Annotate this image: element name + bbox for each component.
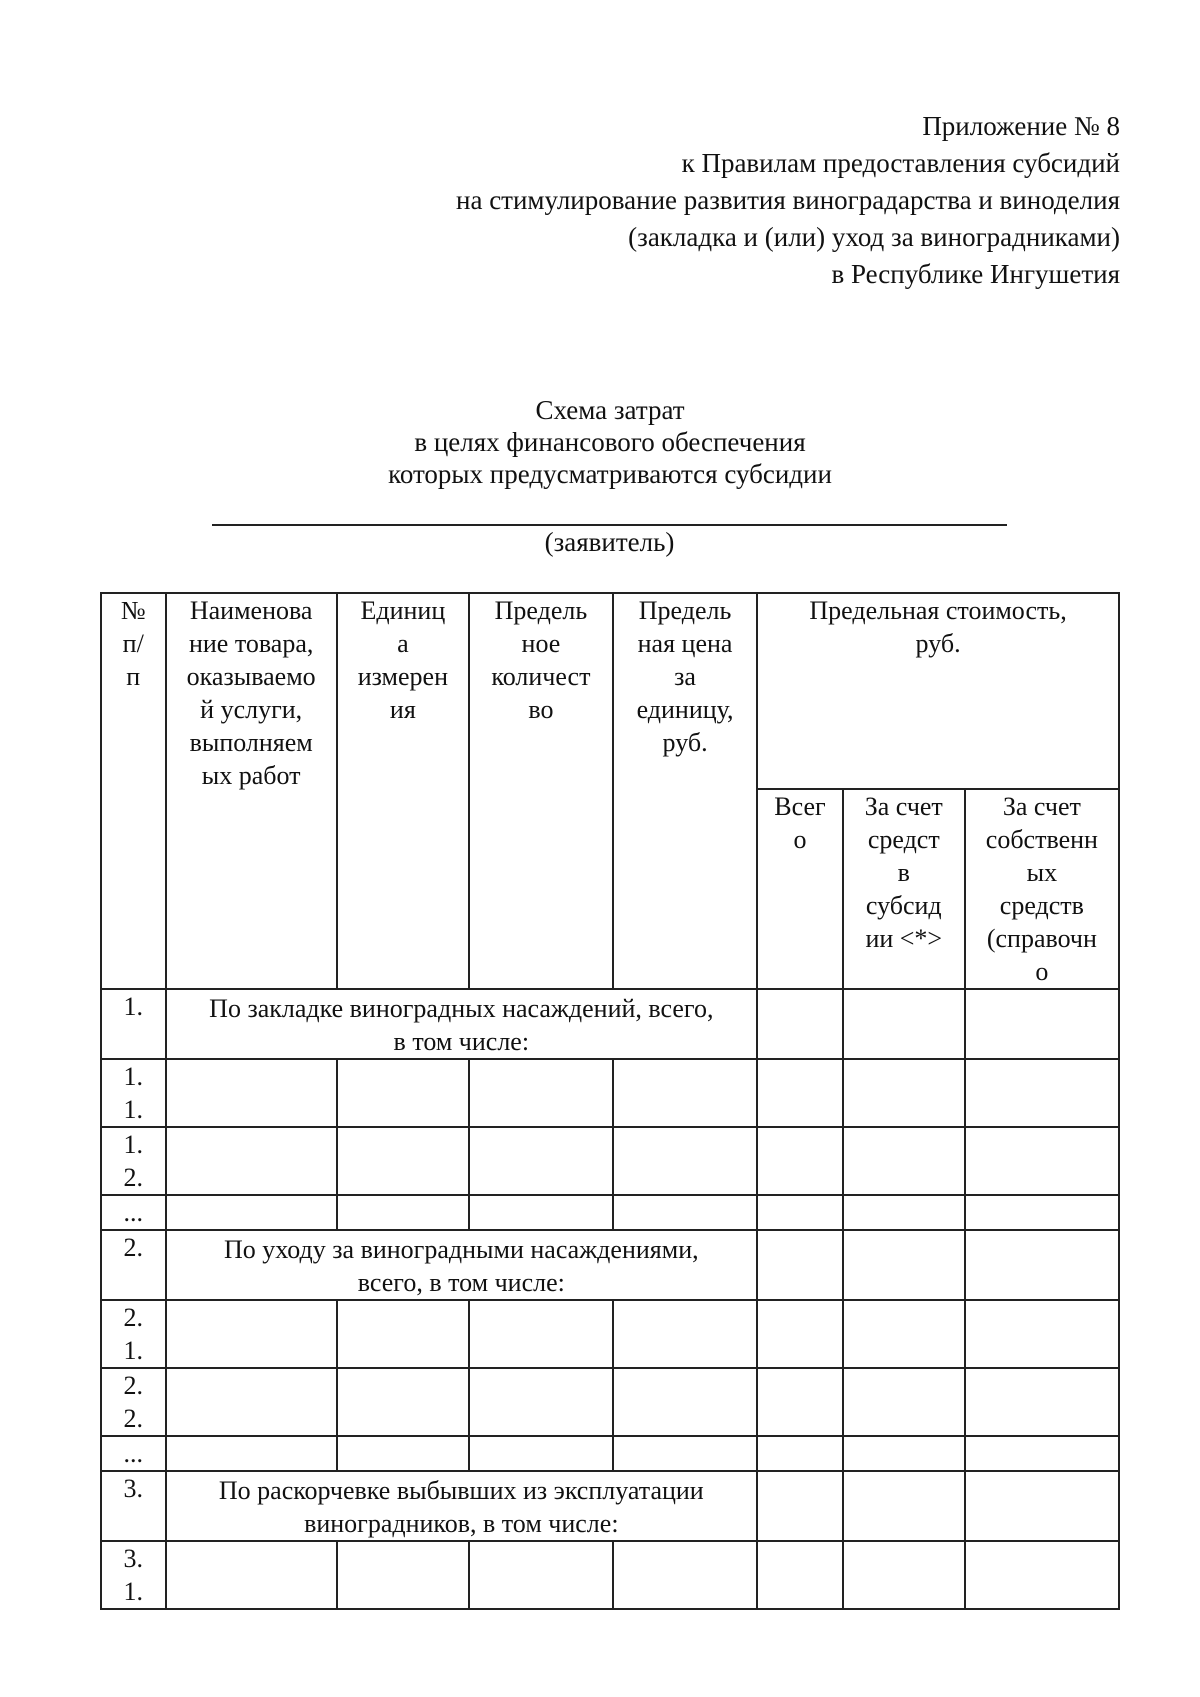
row-number-line: 2. [123, 1303, 143, 1332]
header-subsidy-line: ии <*> [865, 924, 943, 953]
row-number [101, 1471, 166, 1541]
item-row [101, 1059, 1119, 1127]
unit-cell[interactable] [337, 1127, 469, 1195]
subsidy-cell[interactable] [843, 1300, 965, 1368]
header-unit-price-line: ная цена [637, 629, 733, 658]
header-num-line: п [126, 662, 141, 691]
total-cell[interactable] [757, 1230, 843, 1300]
quantity-cell[interactable] [469, 1195, 613, 1230]
header-own-funds [965, 789, 1119, 989]
header-name-line: Наименова [189, 596, 313, 625]
row-number-line: 1. [123, 1336, 143, 1365]
unit-cell[interactable] [337, 1195, 469, 1230]
appendix-line: к Правилам предоставления субсидий [681, 148, 1120, 178]
header-unit-line: измерен [357, 662, 448, 691]
header-unit-line: Единиц [360, 596, 446, 625]
row-number-line: ... [123, 1198, 143, 1227]
total-cell[interactable] [757, 1471, 843, 1541]
section-title [166, 1230, 758, 1300]
header-unit [337, 593, 469, 989]
name-cell[interactable] [166, 1368, 337, 1436]
row-number [101, 1300, 166, 1368]
name-cell[interactable] [166, 1195, 337, 1230]
header-own-line: За счет [1002, 792, 1081, 821]
subsidy-cell[interactable] [843, 1436, 965, 1471]
row-number-line: 1. [123, 1130, 143, 1159]
appendix-line: Приложение № 8 [922, 111, 1120, 141]
subsidy-cell[interactable] [843, 1127, 965, 1195]
unit-cell[interactable] [337, 1541, 469, 1609]
header-num-line: п/ [122, 629, 144, 658]
price-cell[interactable] [613, 1368, 757, 1436]
ellipsis-row [101, 1436, 1119, 1471]
unit-cell[interactable] [337, 1368, 469, 1436]
header-subsidy-line: субсид [865, 891, 942, 920]
header-name-line: выполняем [189, 728, 313, 757]
price-cell[interactable] [613, 1300, 757, 1368]
header-num [101, 593, 166, 989]
header-name [166, 593, 337, 989]
price-cell[interactable] [613, 1059, 757, 1127]
subsidy-cell[interactable] [843, 989, 965, 1059]
header-total-line: Всег [774, 792, 826, 821]
unit-cell[interactable] [337, 1300, 469, 1368]
header-own-line: собственн [985, 825, 1098, 854]
section-title-line: По уходу за виноградными насаждениями, [224, 1235, 699, 1264]
document-title [0, 394, 1200, 490]
cost-table [100, 592, 1120, 1610]
price-cell[interactable] [613, 1127, 757, 1195]
row-number-line: 2. [123, 1163, 143, 1192]
subsidy-cell[interactable] [843, 1368, 965, 1436]
section-title-line: По закладке виноградных насаждений, всего, [209, 994, 714, 1023]
header-quantity-line: Предель [494, 596, 588, 625]
appendix-header [456, 108, 1120, 293]
header-unit-price-line: Предель [638, 596, 732, 625]
header-quantity-line: во [528, 695, 554, 724]
header-total-line: о [793, 825, 807, 854]
name-cell[interactable] [166, 1300, 337, 1368]
row-number [101, 1059, 166, 1127]
subsidy-cell[interactable] [843, 1230, 965, 1300]
row-number-line: 1. [123, 1095, 143, 1124]
row-number-line: 1. [123, 1577, 143, 1606]
row-number-line: 1. [123, 992, 143, 1021]
appendix-line: в Республике Ингушетия [831, 259, 1120, 289]
header-subsidy-line: в [897, 858, 910, 887]
price-cell[interactable] [613, 1195, 757, 1230]
own-funds-cell[interactable] [965, 1471, 1119, 1541]
header-subsidy-funds [843, 789, 965, 989]
row-number [101, 1436, 166, 1471]
own-funds-cell[interactable] [965, 989, 1119, 1059]
total-cell[interactable] [757, 1127, 843, 1195]
title-line: Схема затрат [535, 395, 685, 425]
total-cell[interactable] [757, 1195, 843, 1230]
price-cell[interactable] [613, 1436, 757, 1471]
item-row [101, 1541, 1119, 1609]
header-unit-price-line: единицу, [636, 695, 734, 724]
name-cell[interactable] [166, 1059, 337, 1127]
price-cell[interactable] [613, 1541, 757, 1609]
row-number [101, 1230, 166, 1300]
quantity-cell[interactable] [469, 1541, 613, 1609]
header-quantity-line: количест [491, 662, 591, 691]
item-row [101, 1300, 1119, 1368]
header-total [757, 789, 843, 989]
quantity-cell[interactable] [469, 1300, 613, 1368]
row-number-line: 1. [123, 1062, 143, 1091]
section-row [101, 1230, 1119, 1300]
header-subsidy-line: За счет [864, 792, 943, 821]
header-unit-price [613, 593, 757, 989]
title-line: в целях финансового обеспечения [414, 427, 806, 457]
header-unit-line: а [397, 629, 409, 658]
row-number-line: 2. [123, 1404, 143, 1433]
section-title-line: По раскорчевке выбывших из эксплуатации [218, 1476, 704, 1505]
total-cell[interactable] [757, 1300, 843, 1368]
appendix-line: (закладка и (или) уход за виноградниками) [628, 222, 1120, 252]
section-title-line: в том числе: [393, 1027, 530, 1056]
quantity-cell[interactable] [469, 1436, 613, 1471]
row-number [101, 989, 166, 1059]
header-name-line: й услуги, [200, 695, 303, 724]
header-unit-line: ия [389, 695, 416, 724]
total-cell[interactable] [757, 1368, 843, 1436]
header-own-line: о [1035, 957, 1049, 986]
header-cost-group-line: руб. [915, 629, 961, 658]
header-unit-price-line: руб. [662, 728, 708, 757]
row-number-line: 2. [123, 1233, 143, 1262]
total-cell[interactable] [757, 1436, 843, 1471]
section-row [101, 1471, 1119, 1541]
own-funds-cell[interactable] [965, 1541, 1119, 1609]
row-number [101, 1541, 166, 1609]
quantity-cell[interactable] [469, 1368, 613, 1436]
section-title [166, 1471, 758, 1541]
section-title-line: всего, в том числе: [357, 1268, 565, 1297]
subsidy-cell[interactable] [843, 1471, 965, 1541]
header-num-line: № [120, 596, 146, 625]
header-name-line: ых работ [201, 761, 301, 790]
row-number-line: 3. [123, 1544, 143, 1573]
row-number-line: ... [123, 1439, 143, 1468]
ellipsis-row [101, 1195, 1119, 1230]
header-name-line: ние товара, [188, 629, 314, 658]
total-cell[interactable] [757, 1059, 843, 1127]
name-cell[interactable] [166, 1436, 337, 1471]
title-line: которых предусматриваются субсидии [388, 459, 832, 489]
row-number-line: 2. [123, 1371, 143, 1400]
header-own-line: (справочн [986, 924, 1097, 953]
section-title [166, 989, 758, 1059]
own-funds-cell[interactable] [965, 1300, 1119, 1368]
quantity-cell[interactable] [469, 1127, 613, 1195]
header-unit-price-line: за [674, 662, 696, 691]
section-row [101, 989, 1119, 1059]
name-cell[interactable] [166, 1127, 337, 1195]
header-subsidy-line: средст [867, 825, 940, 854]
unit-cell[interactable] [337, 1436, 469, 1471]
header-cost-group-line: Предельная стоимость, [809, 596, 1067, 625]
total-cell[interactable] [757, 1541, 843, 1609]
subsidy-cell[interactable] [843, 1059, 965, 1127]
row-number [101, 1368, 166, 1436]
header-cost-group [757, 593, 1119, 789]
own-funds-cell[interactable] [965, 1059, 1119, 1127]
unit-cell[interactable] [337, 1059, 469, 1127]
own-funds-cell[interactable] [965, 1436, 1119, 1471]
row-number [101, 1127, 166, 1195]
own-funds-cell[interactable] [965, 1195, 1119, 1230]
header-own-line: средств [999, 891, 1084, 920]
own-funds-cell[interactable] [965, 1127, 1119, 1195]
subsidy-cell[interactable] [843, 1195, 965, 1230]
item-row [101, 1368, 1119, 1436]
section-title-line: виноградников, в том числе: [304, 1509, 619, 1538]
header-quantity [469, 593, 613, 989]
header-own-line: ых [1026, 858, 1058, 887]
appendix-line: на стимулирование развития виноградарства и виноделия [456, 185, 1120, 215]
quantity-cell[interactable] [469, 1059, 613, 1127]
item-row [101, 1127, 1119, 1195]
header-name-line: оказываемо [186, 662, 316, 691]
name-cell[interactable] [166, 1541, 337, 1609]
applicant-caption: (заявитель) [544, 527, 675, 557]
row-number [101, 1195, 166, 1230]
row-number-line: 3. [123, 1474, 143, 1503]
header-quantity-line: ное [521, 629, 561, 658]
subsidy-cell[interactable] [843, 1541, 965, 1609]
own-funds-cell[interactable] [965, 1368, 1119, 1436]
total-cell[interactable] [757, 989, 843, 1059]
own-funds-cell[interactable] [965, 1230, 1119, 1300]
